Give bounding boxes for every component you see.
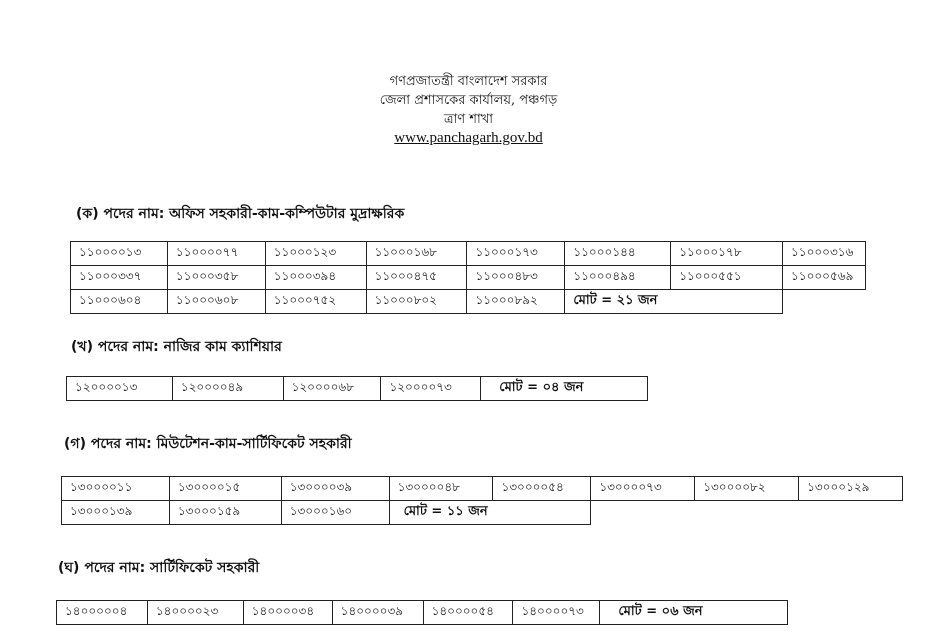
total-count: মোট = ২১ জন xyxy=(565,290,783,314)
roll-number: ১৪০০০০৭৩ xyxy=(513,601,600,625)
total-count: মোট = ০৪ জন xyxy=(481,377,648,401)
branch-name: ত্রাণ শাখা xyxy=(443,112,494,127)
roll-number: ১১০০০১৬৮ xyxy=(366,242,467,266)
roll-number: ১৩০০০০১৫ xyxy=(169,477,281,501)
roll-number: ১১০০০৪৮৩ xyxy=(467,266,565,290)
total-count: মোট = ১১ জন xyxy=(389,501,591,525)
roll-number: ১৪০০০০৫৪ xyxy=(423,601,513,625)
roll-number: ১১০০০৮৯২ xyxy=(467,290,565,314)
roll-number: ১৪০০০০৩৪ xyxy=(243,601,332,625)
roll-number: ১৩০০০০৫৪ xyxy=(493,477,591,501)
roll-number: ১৩০০০১৫৯ xyxy=(169,501,281,525)
roll-number: ১৩০০০১২৯ xyxy=(799,477,903,501)
roll-number: ১১০০০৮০২ xyxy=(366,290,467,314)
roll-number: ১১০০০৫৬৯ xyxy=(783,266,866,290)
total-count: মোট = ০৬ জন xyxy=(600,601,788,625)
roll-number: ১১০০০৪৯৪ xyxy=(565,266,671,290)
roll-number: ১১০০০৬০৪ xyxy=(71,290,168,314)
roll-number: ১২০০০০১৩ xyxy=(67,377,173,401)
roll-number: ১১০০০৩৩৭ xyxy=(71,266,168,290)
roll-number: ১১০০০৫৫১ xyxy=(671,266,783,290)
table-row xyxy=(62,501,903,525)
roll-number: ১১০০০৩১৬ xyxy=(783,242,866,266)
post-title-kh: (খ) পদের নাম: নাজির কাম ক্যাশিয়ার xyxy=(71,339,282,355)
roll-number: ১৩০০০০৮২ xyxy=(695,477,799,501)
roll-table-kh xyxy=(66,376,648,401)
roll-number: ১১০০০১৭৩ xyxy=(467,242,565,266)
roll-number: ১১০০০০১৩ xyxy=(71,242,168,266)
roll-number: ১১০০০০৭৭ xyxy=(167,242,265,266)
roll-number: ১২০০০০৭৩ xyxy=(381,377,481,401)
office-name: জেলা প্রশাসকের কার্যালয়, পঞ্চগড় xyxy=(379,93,558,108)
govt-name: গণপ্রজাতন্ত্রী বাংলাদেশ সরকার xyxy=(389,74,548,89)
roll-number: ১২০০০০৪৯ xyxy=(172,377,283,401)
table-row xyxy=(71,290,866,314)
roll-number: ১৩০০০০৪৮ xyxy=(389,477,493,501)
roll-number: ১৩০০০০৭৩ xyxy=(591,477,695,501)
roll-number: ১১০০০৬০৮ xyxy=(167,290,265,314)
table-row xyxy=(62,477,903,501)
roll-number: ১১০০০৪৭৫ xyxy=(366,266,467,290)
roll-table-k xyxy=(70,241,866,314)
roll-number: ১১০০০১২৩ xyxy=(265,242,366,266)
table-row xyxy=(67,377,648,401)
roll-number: ১২০০০০৬৮ xyxy=(283,377,381,401)
roll-number: ১৪০০০০২৩ xyxy=(147,601,243,625)
roll-number: ১৩০০০০১১ xyxy=(62,477,170,501)
roll-number: ১১০০০৭৫২ xyxy=(265,290,366,314)
post-title-gha: (ঘ) পদের নাম: সার্টিফিকেট সহকারী xyxy=(58,560,260,576)
table-row xyxy=(71,266,866,290)
table-row xyxy=(57,601,788,625)
roll-number: ১১০০০১৭৮ xyxy=(671,242,783,266)
roll-number: ১১০০০৩৯৪ xyxy=(265,266,366,290)
office-header xyxy=(0,72,937,148)
roll-number: ১৪০০০০০৪ xyxy=(57,601,148,625)
table-row xyxy=(71,242,866,266)
roll-number: ১১০০০১৪৪ xyxy=(565,242,671,266)
roll-number: ১৩০০০০৩৯ xyxy=(281,477,389,501)
roll-number: ১৩০০০১৬০ xyxy=(281,501,389,525)
roll-table-ga xyxy=(61,476,903,525)
roll-table-gha xyxy=(56,600,788,625)
roll-number: ১১০০০৩৫৮ xyxy=(167,266,265,290)
roll-number: ১৪০০০০৩৯ xyxy=(332,601,423,625)
roll-number: ১৩০০০১৩৯ xyxy=(62,501,170,525)
post-title-ga: (গ) পদের নাম: মিউটেশন-কাম-সার্টিফিকেট সহকারী xyxy=(64,436,352,452)
website-link[interactable]: www.panchagarh.gov.bd xyxy=(394,130,543,146)
post-title-k: (ক) পদের নাম: অফিস সহকারী-কাম-কম্পিউটার মুদ্রাক্ষরিক xyxy=(76,206,405,222)
